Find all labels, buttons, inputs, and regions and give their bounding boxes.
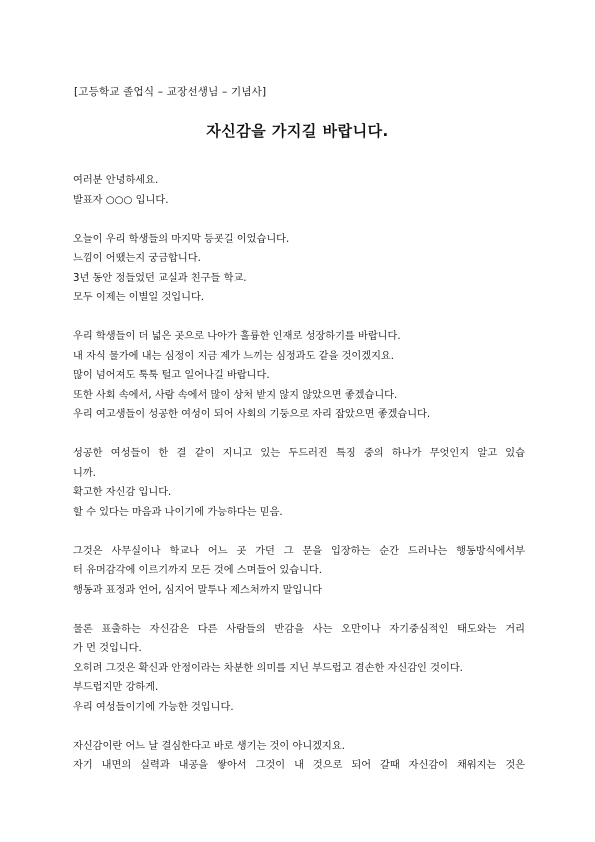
text-line: 느낌이 어땠는지 궁금합니다. bbox=[73, 253, 201, 264]
text-line: 성공한 여성들이 한 결 같이 지니고 있는 두드러진 특징 중의 하나가 무엇인지 알고 있습 bbox=[73, 448, 525, 459]
paragraph bbox=[73, 171, 525, 210]
text-line: 가 먼 것입니다. bbox=[73, 643, 142, 654]
text-line: 니까. bbox=[73, 467, 96, 479]
text-line: 할 수 있다는 마음과 나이기에 가능하다는 믿음. bbox=[73, 506, 283, 518]
text-line: 우리 여성들이기에 가능한 것입니다. bbox=[73, 701, 234, 713]
header-note: [고등학교 졸업식 – 교장선생님 – 기념사] bbox=[74, 86, 267, 98]
text-line: 그것은 사무실이나 학교나 어느 곳 가던 그 문을 입장하는 순간 드러나는 행동방식에서부 bbox=[73, 545, 525, 557]
text-line: 또한 사회 속에서, 사람 속에서 많이 상처 받지 않지 않았으면 좋겠습니다. bbox=[73, 389, 398, 401]
text-line: 내 자식 물가에 내는 심정이 지금 제가 느끼는 심정과도 같을 것이겠지요. bbox=[73, 350, 395, 362]
page-title: 자신감을 가지길 바랍니다. bbox=[206, 122, 389, 140]
text-line: 우리 학생들이 더 넓은 곳으로 나아가 훌륭한 인재로 성장하기를 바랍니다. bbox=[73, 331, 401, 342]
text-line: 3년 동안 정들었던 교실과 친구들 학교. bbox=[73, 272, 247, 284]
text-line: 확고한 자신감 입니다. bbox=[73, 487, 172, 498]
text-line: 오히려 그것은 확신과 안정이라는 차분한 의미를 지닌 부드럽고 겸손한 자신감인 것이다. bbox=[73, 662, 463, 674]
text-line: 터 유머감각에 이르기까지 모든 것에 스며들어 있습니다. bbox=[73, 565, 323, 576]
paragraph bbox=[73, 230, 525, 308]
text-line: 여러분 안녕하세요. bbox=[73, 175, 159, 186]
text-line: 행동과 표정과 언어, 심지어 말투나 제스처까지 말입니다 bbox=[73, 584, 323, 596]
paragraph bbox=[73, 327, 525, 425]
text-line: 모두 이제는 이별일 것입니다. bbox=[73, 292, 205, 303]
text-line: 자기 내면의 실력과 내공을 쌓아서 그것이 내 것으로 되어 갈때 자신감이 채워지는 것은 bbox=[73, 760, 525, 771]
text-line: 부드럽지만 강하게. bbox=[73, 682, 159, 693]
text-line: 자신감이란 어느 날 결심한다고 바로 생기는 것이 아니겠지요. bbox=[73, 740, 345, 752]
paragraph bbox=[73, 444, 525, 522]
paragraph bbox=[73, 737, 525, 776]
text-line: 오늘이 우리 학생들의 마지막 등굣길 이었습니다. bbox=[73, 233, 290, 245]
text-line: 물론 표출하는 자신감은 다른 사람들의 반감을 사는 오만이나 자기중심적인 태도와는 거리 bbox=[73, 623, 525, 635]
document-body bbox=[73, 171, 525, 795]
paragraph bbox=[73, 542, 525, 601]
paragraph bbox=[73, 620, 525, 718]
text-line: 많이 넘어져도 툭툭 털고 일어나길 바랍니다. bbox=[73, 370, 270, 381]
text-line: 발표자 ○○○ 입니다. bbox=[73, 194, 169, 206]
text-line: 우리 여고생들이 성공한 여성이 되어 사회의 기둥으로 자리 잡았으면 좋겠습니다. bbox=[73, 409, 431, 420]
